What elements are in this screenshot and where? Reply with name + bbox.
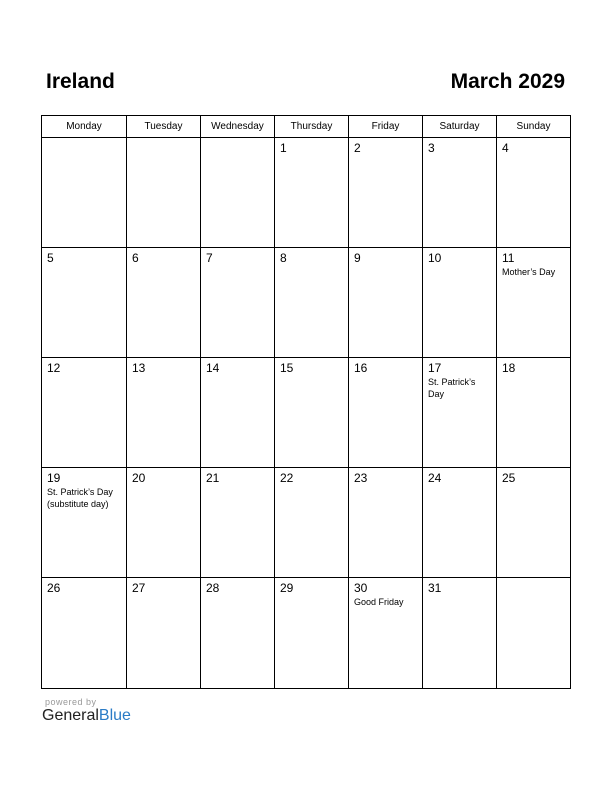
brand-name-part2: Blue [98, 707, 131, 724]
day-cell [423, 248, 497, 357]
day-cell [127, 468, 201, 577]
powered-by-label: powered by [45, 697, 97, 707]
day-cell [201, 138, 275, 247]
day-cell [497, 248, 570, 357]
day-number: 17 [428, 361, 442, 375]
holiday-label: Good Friday [354, 597, 404, 607]
day-cell [127, 358, 201, 467]
day-cell [423, 358, 497, 467]
day-number: 20 [132, 471, 146, 485]
day-number: 7 [206, 251, 213, 265]
weekday-header: Saturday [423, 116, 497, 137]
day-cell [127, 578, 201, 688]
day-number: 26 [47, 581, 61, 595]
holiday-label: St. Patrick’s Day (substitute day) [47, 487, 113, 509]
day-number: 23 [354, 471, 368, 485]
day-number: 24 [428, 471, 442, 485]
holiday-label: St. Patrick’s Day [428, 377, 476, 399]
week-row [42, 248, 570, 358]
day-cell [275, 358, 349, 467]
day-number: 1 [280, 141, 287, 155]
day-number: 31 [428, 581, 442, 595]
day-number: 10 [428, 251, 442, 265]
day-number: 18 [502, 361, 516, 375]
day-number: 12 [47, 361, 61, 375]
day-cell [42, 578, 127, 688]
day-cell [349, 138, 423, 247]
day-cell [423, 468, 497, 577]
weekday-header: Thursday [275, 116, 349, 137]
day-number: 8 [280, 251, 287, 265]
day-cell [497, 358, 570, 467]
day-cell [275, 248, 349, 357]
week-row [42, 578, 570, 688]
day-number: 2 [354, 141, 361, 155]
day-cell [42, 358, 127, 467]
day-cell [423, 138, 497, 247]
weekday-header: Tuesday [127, 116, 201, 137]
day-cell [201, 578, 275, 688]
brand-logo[interactable] [42, 707, 131, 725]
day-number: 14 [206, 361, 220, 375]
day-number: 9 [354, 251, 361, 265]
day-cell [497, 138, 570, 247]
day-number: 29 [280, 581, 294, 595]
day-cell [349, 248, 423, 357]
day-number: 5 [47, 251, 54, 265]
day-number: 21 [206, 471, 220, 485]
day-number: 28 [206, 581, 220, 595]
day-cell [497, 468, 570, 577]
day-cell [349, 468, 423, 577]
day-number: 27 [132, 581, 146, 595]
day-cell [423, 578, 497, 688]
day-cell [349, 358, 423, 467]
day-number: 30 [354, 581, 368, 595]
day-number: 6 [132, 251, 139, 265]
week-row [42, 138, 570, 248]
day-number: 22 [280, 471, 294, 485]
day-number: 19 [47, 471, 61, 485]
day-cell [42, 138, 127, 247]
day-cell [42, 468, 127, 577]
day-number: 4 [502, 141, 509, 155]
weekday-header: Friday [349, 116, 423, 137]
day-cell [497, 578, 570, 688]
weekday-header: Sunday [516, 121, 551, 132]
day-cell [127, 138, 201, 247]
day-number: 16 [354, 361, 368, 375]
day-number: 15 [280, 361, 294, 375]
day-number: 13 [132, 361, 146, 375]
day-cell [127, 248, 201, 357]
calendar-grid [41, 115, 571, 689]
day-cell [201, 358, 275, 467]
weekday-header: Wednesday [201, 116, 275, 137]
day-number: 3 [428, 141, 435, 155]
day-cell [275, 138, 349, 247]
day-cell [42, 248, 127, 357]
calendar-month-title: March 2029 [450, 70, 565, 93]
day-number: 25 [502, 471, 516, 485]
week-row [42, 468, 570, 578]
day-cell [201, 248, 275, 357]
day-cell [275, 468, 349, 577]
day-number: 11 [502, 251, 515, 265]
brand-name-part1: General [42, 707, 99, 724]
weekday-header-row [42, 116, 570, 138]
day-cell [275, 578, 349, 688]
day-cell [349, 578, 423, 688]
holiday-label: Mother’s Day [502, 267, 556, 277]
day-cell [201, 468, 275, 577]
calendar-country-title: Ireland [46, 70, 115, 93]
weekday-header: Monday [42, 116, 127, 137]
week-row [42, 358, 570, 468]
